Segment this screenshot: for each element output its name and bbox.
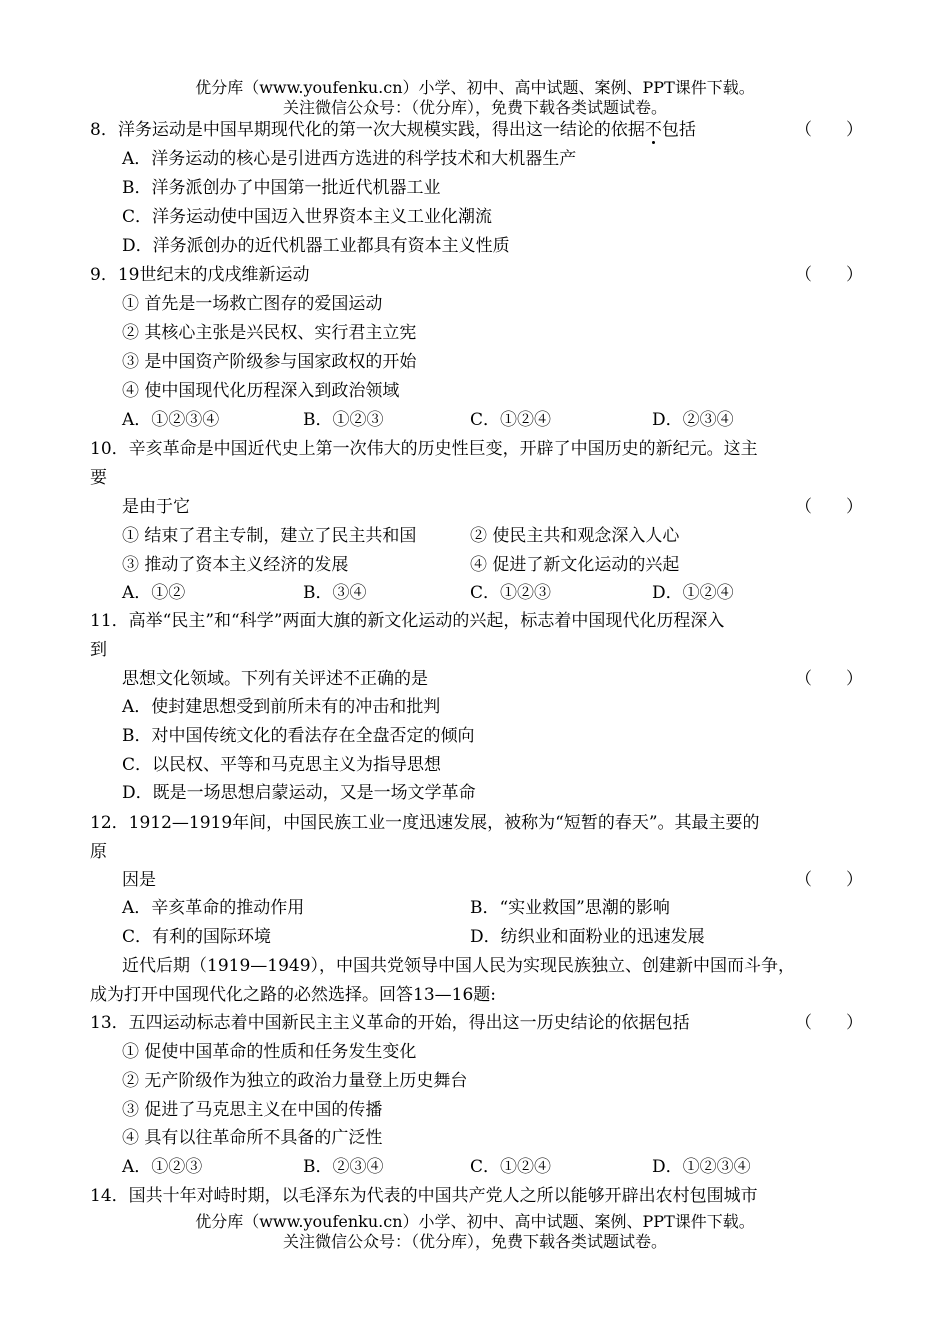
q10-option-b: B．③④ bbox=[303, 583, 367, 603]
q8-option-a: A．洋务运动的核心是引进西方选进的科学技术和大机器生产 bbox=[122, 149, 577, 169]
q10-option-d: D．①②④ bbox=[652, 583, 734, 603]
q10-statement-3: ③ 推动了资本主义经济的发展 bbox=[122, 555, 349, 575]
q12-option-b: B．“实业救国”思潮的影响 bbox=[470, 898, 670, 918]
q10-option-c: C．①②③ bbox=[470, 583, 552, 603]
q8-stem: 8．洋务运动是中国早期现代化的第一次大规模实践，得出这一结论的依据不包括 bbox=[90, 120, 696, 140]
q10-statement-2: ② 使民主共和观念深入人心 bbox=[470, 526, 680, 546]
q13-option-c: C．①②④ bbox=[470, 1157, 552, 1177]
q10-stem-line-3: 是由于它 bbox=[122, 497, 190, 517]
q13-statement-4: ④ 具有以往革命所不具备的广泛性 bbox=[122, 1128, 383, 1148]
q11-stem-line-3: 思想文化领域。下列有关评述不正确的是 bbox=[122, 669, 428, 689]
q10-option-a: A．①② bbox=[122, 583, 186, 603]
q13-answer-paren: （ ） bbox=[795, 1013, 863, 1033]
q10-stem-line-1: 10．辛亥革命是中国近代史上第一次伟大的历史性巨变，开辟了中国历史的新纪元。这主 bbox=[90, 439, 758, 459]
q10-answer-paren: （ ） bbox=[795, 497, 863, 517]
q11-stem-line-2: 到 bbox=[90, 640, 107, 660]
q11-option-c: C．以民权、平等和马克思主义为指导思想 bbox=[122, 755, 442, 775]
q14-stem: 14．国共十年对峙时期，以毛泽东为代表的中国共产党人之所以能够开辟出农村包围城市 bbox=[90, 1186, 758, 1206]
header-line-1: 优分库（www.youfenku.cn）小学、初中、高中试题、案例、PPT课件下载。 bbox=[195, 78, 755, 97]
q12-answer-paren: （ ） bbox=[795, 870, 863, 890]
q13-statement-1: ① 促使中国革命的性质和任务发生变化 bbox=[122, 1042, 417, 1062]
q8-option-c: C．洋务运动使中国迈入世界资本主义工业化潮流 bbox=[122, 207, 493, 227]
footer-line-2: 关注微信公众号：（优分库），免费下载各类试题试卷。 bbox=[282, 1232, 667, 1251]
q12-stem-line-3: 因是 bbox=[122, 870, 156, 890]
q12-option-a: A．辛亥革命的推动作用 bbox=[122, 898, 305, 918]
q11-answer-paren: （ ） bbox=[795, 669, 863, 689]
q8-answer-paren: （ ） bbox=[795, 120, 863, 140]
q10-statement-4: ④ 促进了新文化运动的兴起 bbox=[470, 555, 680, 575]
q11-option-b: B．对中国传统文化的看法存在全盘否定的倾向 bbox=[122, 726, 475, 746]
q13-option-b: B．②③④ bbox=[303, 1157, 384, 1177]
q13-stem: 13．五四运动标志着中国新民主主义革命的开始，得出这一历史结论的依据包括 bbox=[90, 1013, 690, 1033]
q9-option-d: D．②③④ bbox=[652, 410, 734, 430]
q9-stem: 9．19世纪末的戊戌维新运动 bbox=[90, 265, 310, 285]
q13-option-d: D．①②③④ bbox=[652, 1157, 751, 1177]
q9-statement-4: ④ 使中国现代化历程深入到政治领域 bbox=[122, 381, 400, 401]
q9-statement-2: ② 其核心主张是兴民权、实行君主立宪 bbox=[122, 323, 417, 343]
q11-option-a: A．使封建思想受到前所未有的冲击和批判 bbox=[122, 697, 441, 717]
header-line-2: 关注微信公众号：（优分库），免费下载各类试题试卷。 bbox=[282, 98, 667, 117]
section-intro-line-2: 成为打开中国现代化之路的必然选择。回答13—16题: bbox=[90, 985, 496, 1005]
q12-option-d: D．纺织业和面粉业的迅速发展 bbox=[470, 927, 705, 947]
q8-option-b: B．洋务派创办了中国第一批近代机器工业 bbox=[122, 178, 441, 198]
q13-statement-3: ③ 促进了马克思主义在中国的传播 bbox=[122, 1100, 383, 1120]
q13-statement-2: ② 无产阶级作为独立的政治力量登上历史舞台 bbox=[122, 1071, 468, 1091]
q9-statement-1: ① 首先是一场救亡图存的爱国运动 bbox=[122, 294, 383, 314]
q13-option-a: A．①②③ bbox=[122, 1157, 203, 1177]
footer-line-1: 优分库（www.youfenku.cn）小学、初中、高中试题、案例、PPT课件下载。 bbox=[195, 1212, 755, 1231]
q12-stem-line-1: 12．1912—1919年间，中国民族工业一度迅速发展，被称为“短暂的春天”。其最主要的 bbox=[90, 813, 760, 833]
q9-option-a: A．①②③④ bbox=[122, 410, 220, 430]
q9-option-c: C．①②④ bbox=[470, 410, 552, 430]
q9-option-b: B．①②③ bbox=[303, 410, 384, 430]
q10-stem-line-2: 要 bbox=[90, 468, 107, 488]
q9-answer-paren: （ ） bbox=[795, 265, 863, 285]
q10-statement-1: ① 结束了君主专制，建立了民主共和国 bbox=[122, 526, 417, 546]
q8-option-d: D．洋务派创办的近代机器工业都具有资本主义性质 bbox=[122, 236, 510, 256]
q11-option-d: D．既是一场思想启蒙运动，又是一场文学革命 bbox=[122, 783, 476, 803]
section-intro-line-1: 近代后期（1919—1949），中国共党领导中国人民为实现民族独立、创建新中国而斗争， bbox=[122, 956, 796, 976]
q12-stem-line-2: 原 bbox=[90, 842, 107, 862]
q11-stem-line-1: 11．高举“民主”和“科学”两面大旗的新文化运动的兴起，标志着中国现代化历程深入 bbox=[90, 611, 725, 631]
emphasis-dot-char: 不 bbox=[644, 120, 662, 140]
q12-option-c: C．有利的国际环境 bbox=[122, 927, 272, 947]
q9-statement-3: ③ 是中国资产阶级参与国家政权的开始 bbox=[122, 352, 417, 372]
